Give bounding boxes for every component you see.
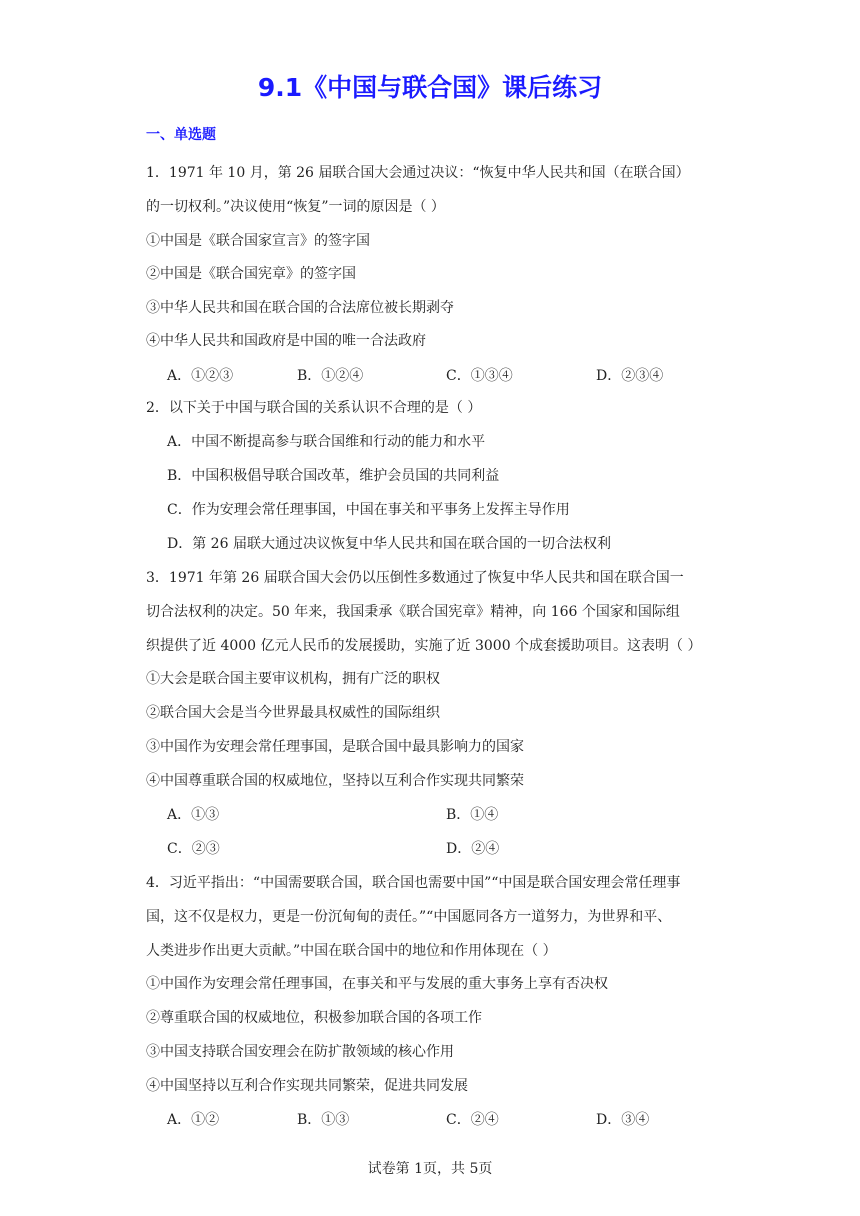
q3-option-a[interactable]: A．①③ xyxy=(167,807,220,823)
section-heading: 一、单选题 xyxy=(146,127,216,143)
q4-option-b[interactable]: B．①③ xyxy=(297,1112,350,1128)
q1-stem-line-1: 1．1971 年 10 月，第 26 届联合国大会通过决议：“恢复中华人民共和国（在联合国） xyxy=(146,165,690,181)
q3-statement-1: ①大会是联合国主要审议机构，拥有广泛的职权 xyxy=(146,671,440,687)
q3-option-c[interactable]: C．②③ xyxy=(167,841,220,857)
q3-statement-4: ④中国尊重联合国的权威地位，坚持以互利合作实现共同繁荣 xyxy=(146,773,524,789)
q4-stem-line-1: 4．习近平指出：“中国需要联合国，联合国也需要中国”“中国是联合国安理会常任理事 xyxy=(146,875,681,891)
q4-statement-4: ④中国坚持以互利合作实现共同繁荣，促进共同发展 xyxy=(146,1078,468,1094)
q4-statement-3: ③中国支持联合国安理会在防扩散领域的核心作用 xyxy=(146,1044,454,1060)
q2-option-b[interactable]: B．中国积极倡导联合国改革，维护会员国的共同利益 xyxy=(167,468,500,484)
q4-statement-1: ①中国作为安理会常任理事国，在事关和平与发展的重大事务上享有否决权 xyxy=(146,976,608,992)
q2-stem: 2．以下关于中国与联合国的关系认识不合理的是（ ） xyxy=(146,400,482,416)
q3-option-b[interactable]: B．①④ xyxy=(446,807,499,823)
q4-option-a[interactable]: A．①② xyxy=(167,1112,220,1128)
q4-option-d[interactable]: D．③④ xyxy=(596,1112,650,1128)
q3-statement-2: ②联合国大会是当今世界最具权威性的国际组织 xyxy=(146,705,440,721)
q1-statement-1: ①中国是《联合国家宣言》的签字国 xyxy=(146,233,370,249)
q1-stem-line-2: 的一切权利。”决议使用“恢复”一词的原因是（ ） xyxy=(146,199,445,215)
q1-statement-3: ③中华人民共和国在联合国的合法席位被长期剥夺 xyxy=(146,300,454,316)
q1-statement-2: ②中国是《联合国宪章》的签字国 xyxy=(146,266,356,282)
q1-option-c[interactable]: C．①③④ xyxy=(446,368,513,384)
q4-stem-line-3: 人类进步作出更大贡献。”中国在联合国中的地位和作用体现在（ ） xyxy=(146,943,557,959)
q3-statement-3: ③中国作为安理会常任理事国，是联合国中最具影响力的国家 xyxy=(146,739,524,755)
q2-option-d[interactable]: D．第 26 届联大通过决议恢复中华人民共和国在联合国的一切合法权利 xyxy=(167,536,611,552)
q1-option-d[interactable]: D．②③④ xyxy=(596,368,664,384)
q2-option-c[interactable]: C．作为安理会常任理事国，中国在事关和平事务上发挥主导作用 xyxy=(167,502,570,518)
q2-option-a[interactable]: A．中国不断提高参与联合国维和行动的能力和水平 xyxy=(167,434,486,450)
document-title: 9.1《中国与联合国》课后练习 xyxy=(257,73,603,102)
page-footer: 试卷第 1页，共 5页 xyxy=(367,1161,493,1177)
q3-stem-line-2: 切合法权利的决定。50 年来，我国秉承《联合国宪章》精神，向 166 个国家和国际组 xyxy=(146,604,680,620)
q4-statement-2: ②尊重联合国的权威地位，积极参加联合国的各项工作 xyxy=(146,1010,482,1026)
q4-option-c[interactable]: C．②④ xyxy=(446,1112,499,1128)
q1-option-b[interactable]: B．①②④ xyxy=(297,368,364,384)
q3-stem-line-3: 织提供了近 4000 亿元人民币的发展援助，实施了近 3000 个成套援助项目。这表明（ ） xyxy=(146,638,702,654)
q3-option-d[interactable]: D．②④ xyxy=(446,841,500,857)
q1-option-a[interactable]: A．①②③ xyxy=(167,368,234,384)
q1-statement-4: ④中华人民共和国政府是中国的唯一合法政府 xyxy=(146,333,426,349)
q4-stem-line-2: 国，这不仅是权力，更是一份沉甸甸的责任。”“中国愿同各方一道努力，为世界和平、 xyxy=(146,909,672,925)
q3-stem-line-1: 3．1971 年第 26 届联合国大会仍以压倒性多数通过了恢复中华人民共和国在联合国一 xyxy=(146,570,684,586)
